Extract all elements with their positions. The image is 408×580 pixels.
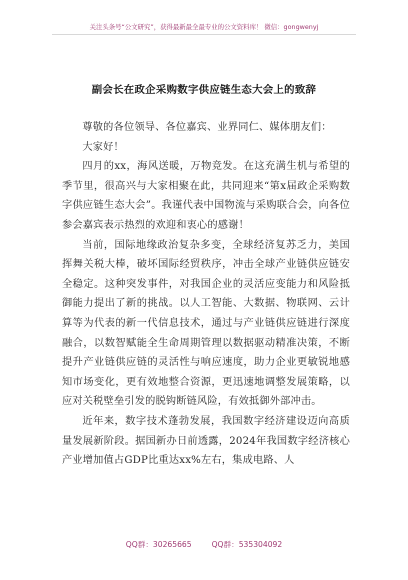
body-paragraph: 当前，国际地缘政治复杂多变，全球经济复苏乏力，美国挥舞关税大棒，破坏国际经贸秩序，冲击全球产业链供应链安全稳定。这种突发事件，对我国企业的灵活应变能力和风险抵御能力提出了新的挑战。以人工智能、大数据、物联网、云计算等为代表的新一代信息技术，通过与产业链供应链进行深度融合，以数智赋能全生命周期管理以数据驱动精准决策，不断提升产业链供应链的灵活性与响应速度，助力企业更敏锐地感知市场变化，更有效地整合资源，更迅速地调整发展策略，以应对关税壁垒引发的脱钩断链风险，有效抵御外部冲击。 xyxy=(62,239,350,408)
body-paragraph: 近年来，数字技术蓬勃发展，我国数字经济建设迈向高质量发展新阶段。据国新办日前透露，2024年我国数字经济核心产业增加值占GDP比重达xx%左右，集成电路、人 xyxy=(62,415,350,467)
greeting-paragraph: 大家好！ xyxy=(82,141,124,153)
document-body xyxy=(62,118,350,471)
page-header-notice: 关注头条号“公文研究”，获得最新最全最专业的公文资料库！ 微信：gongwenyj xyxy=(89,23,319,31)
document-title: 副会长在政企采购数字供应链生态大会上的致辞 xyxy=(91,84,317,96)
salutation-paragraph: 尊敬的各位领导、各位嘉宾、业界同仁、媒体朋友们： xyxy=(82,122,332,133)
footer-qq-group-1: QQ群：30265665 xyxy=(125,540,192,549)
footer-qq-group-2: QQ群：535304092 xyxy=(211,540,283,549)
body-paragraph: 四月的xx，海风送暖，万物竞发。在这充满生机与希望的季节里，很高兴与大家相聚在此，共同迎来“第x届政企采购数字供应链生态大会”。我谨代表中国物流与采购联合会，向各位参会嘉宾表示热烈的欢迎和衷心的感谢！ xyxy=(62,161,350,231)
page-footer xyxy=(0,539,408,550)
header-divider xyxy=(52,34,356,35)
